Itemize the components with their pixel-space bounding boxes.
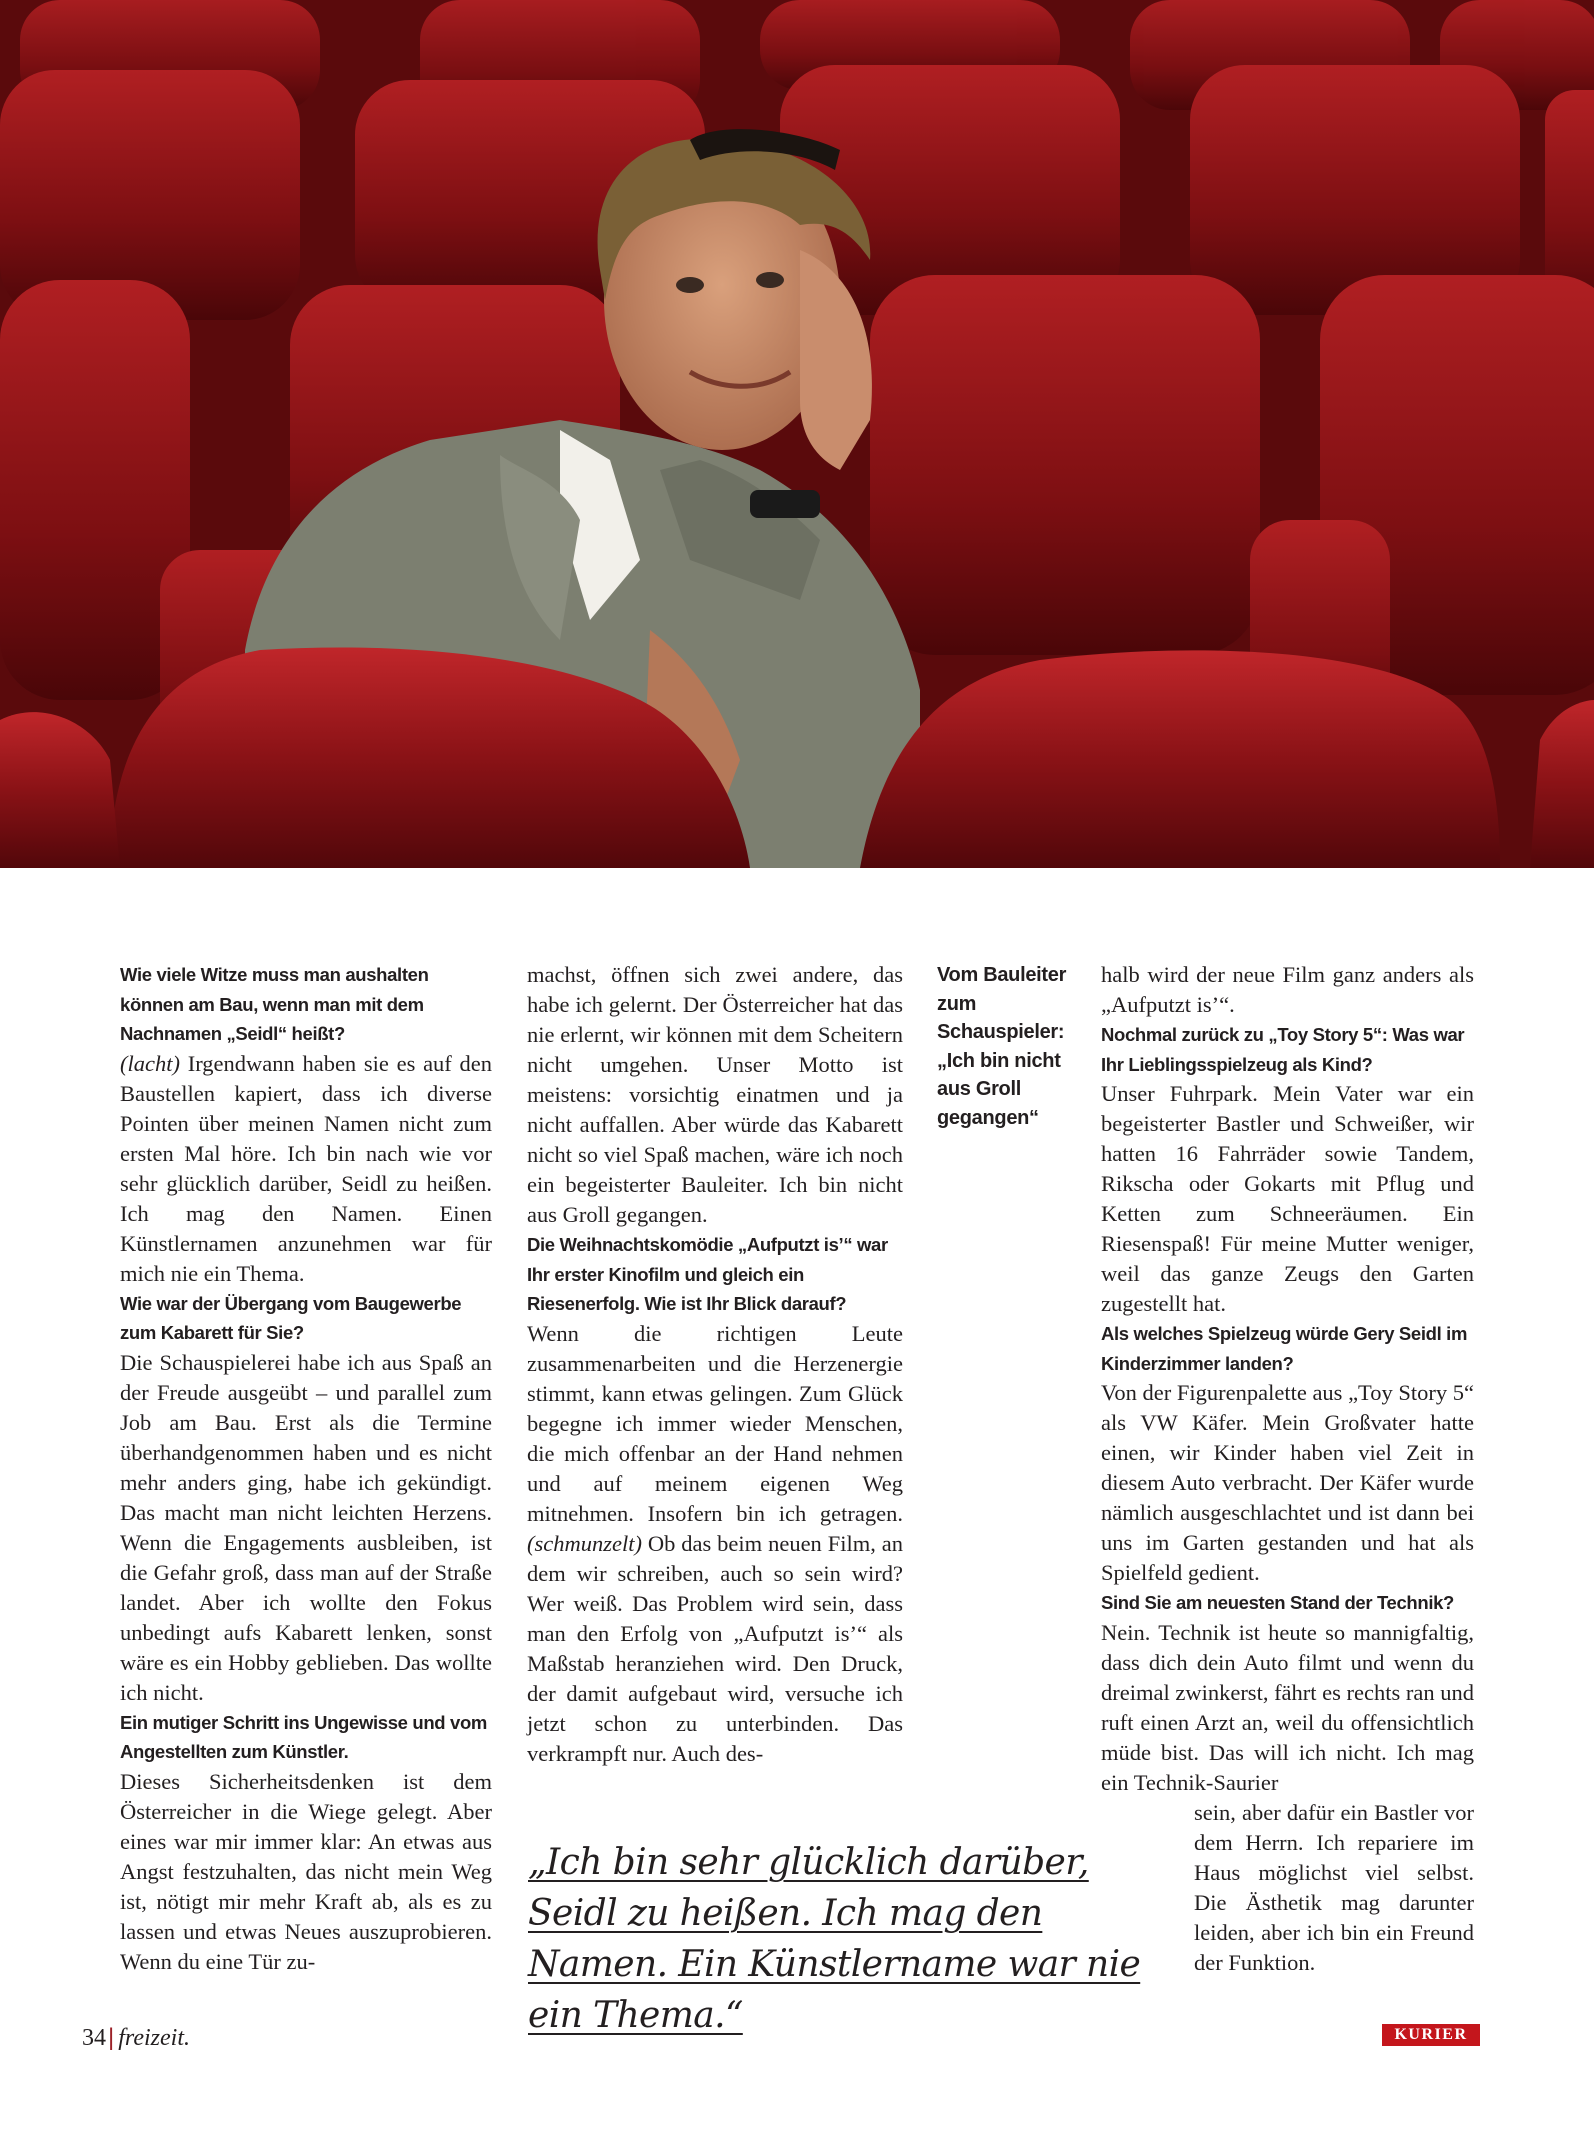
footer-separator: | (108, 2024, 115, 2051)
answer-text: Wenn die richtigen Leute zusammenarbeiten und die Herzenergie stimmt, kann etwas gelingen. Zum Glück begegne ich immer wieder Menschen, die mich offenbar an der Hand nehmen und auf meinem eigenen Weg mitnehmen. Insofern bin ich getragen. (527, 1320, 903, 1526)
interview-answer: Die Schauspielerei habe ich aus Spaß an der Freude ausgeübt – und parallel zum Job am Bau. Erst als die Termine überhandgenommen haben und es nicht mehr anders ging, habe ich gekündigt. Das macht man nicht leichten Herzens. Wenn die Engagements ausbleiben, ist die Gefahr groß, dass man auf der Straße landet. Aber ich wollte den Fokus unbedingt aufs Kabarett lenken, sonst wäre es ein Hobby geblieben. Das wollte ich nicht. (120, 1349, 492, 1705)
article-column-3 (1101, 960, 1474, 1978)
cinema-portrait-illustration (0, 0, 1594, 868)
answer-text: Ob das beim neuen Film, an dem wir schreiben, auch so sein wird? Wer weiß. Das Problem wird sein, dass man den Erfolg von „Aufputzt is’“ als Maßstab heranziehen wird. Den Druck, der damit aufgebaut wird, versuche ich jetzt schon zu unterbinden. Das verkrampft nur. Auch des- (527, 1530, 903, 1766)
interview-question: Ein mutiger Schritt ins Ungewisse und vom Angestellten zum Künstler. (120, 1711, 488, 1762)
interview-question: Nochmal zurück zu „Toy Story 5“: Was war Ihr Lieblingsspielzeug als Kind? (1101, 1024, 1465, 1075)
article-column-2 (527, 960, 903, 1769)
interview-question: Wie war der Übergang vom Baugewerbe zum Kabarett für Sie? (120, 1292, 462, 1343)
side-quote: Vom Bauleiter zum Schauspieler: „Ich bin nicht aus Groll gegangen“ (937, 964, 1067, 1129)
kurier-logo: KURIER (1382, 2024, 1480, 2046)
interview-answer: Dieses Sicherheitsdenken ist dem Österreicher in die Wiege gelegt. Aber eines war mir immer klar: An etwas aus Angst festzuhalten, das nicht mein Weg ist, nötigt mir mehr Kraft ab, als es zu lassen und etwas Neues auszuprobieren. Wenn du eine Tür zu- (120, 1768, 492, 1974)
page-footer (82, 2023, 190, 2053)
stage-direction: (lacht) (120, 1050, 180, 1076)
article-column-1 (120, 960, 492, 1977)
stage-direction: (schmunzelt) (527, 1530, 642, 1556)
magazine-name: freizeit. (118, 2025, 190, 2051)
page-number: 34 (82, 2025, 106, 2051)
interview-answer: halb wird der neue Film ganz anders als „Aufputzt is’“. (1101, 962, 1474, 1017)
interview-answer-tail: sein, aber dafür ein Bastler vor dem Herrn. Ich repariere im Haus möglichst viel selbst. Die Ästhetik mag darunter leiden, aber ich bin ein Freund der Funktion. (1194, 1799, 1474, 1975)
interview-question: Wie viele Witze muss man aushalten können am Bau, wenn man mit dem Nachnamen „Seidl“ heißt? (120, 964, 429, 1044)
interview-question: Die Weihnachtskomödie „Aufputzt is’“ war Ihr erster Kinofilm und gleich ein Riesenerfolg. Wie ist Ihr Blick darauf? (527, 1234, 888, 1314)
hero-photo (0, 0, 1594, 868)
interview-question: Als welches Spielzeug würde Gery Seidl im Kinderzimmer landen? (1101, 1323, 1468, 1374)
answer-text: Irgendwann haben sie es auf den Baustellen kapiert, dass ich diverse Pointen über meinen Namen nicht zum ersten Mal höre. Ich bin nach wie vor sehr glücklich darüber, Seidl zu heißen. Ich mag den Namen. Einen Künstlernamen anzunehmen war für mich nie ein Thema. (120, 1050, 492, 1286)
interview-answer: machst, öffnen sich zwei andere, das habe ich gelernt. Der Österreicher hat das nie erlernt, wir können mit dem Scheitern nicht umgehen. Unser Motto ist meistens: vorsichtig einatmen und ja nicht auffallen. Aber würde das Kabarett nicht so viel Spaß machen, wäre ich noch ein begeisterter Bauleiter. Ich bin nicht aus Groll gegangen. (527, 962, 903, 1227)
pull-quote: „Ich bin sehr glücklich darüber, Seidl zu heißen. Ich mag den Namen. Ein Künstlername war nie ein Thema.“ (528, 1842, 1141, 2036)
interview-answer (527, 1319, 903, 1769)
interview-answer: Nein. Technik ist heute so mannigfaltig, dass dich dein Auto filmt und wenn du dreimal zwinkerst, fährt es rechts ran und ruft einen Arzt an, weil du offensichtlich müde bist. Das will ich nicht. Ich mag ein Technik-Saurier (1101, 1619, 1474, 1795)
interview-answer: Unser Fuhrpark. Mein Vater war ein begeisterter Bastler und Schweißer, wir hatten 16 Fahrräder sowie Tandem, Rikscha oder Gokarts mit Pflug und Ketten zum Schneeräumen. Ein Riesenspaß! Für meine Mutter weniger, weil das ganze Zeugs den Garten zugestellt hat. (1101, 1081, 1474, 1316)
interview-answer: Von der Figurenpalette aus „Toy Story 5“ als VW Käfer. Mein Großvater hatte einen, wir Kinder haben viel Zeit in diesem Auto verbracht. Der Käfer wurde nämlich ausgeschlachtet und ist dann bei uns im Garten gestanden und hat als Spielfeld gedient. (1101, 1380, 1474, 1585)
interview-question: Sind Sie am neuesten Stand der Technik? (1101, 1592, 1455, 1613)
interview-answer (120, 1049, 492, 1289)
